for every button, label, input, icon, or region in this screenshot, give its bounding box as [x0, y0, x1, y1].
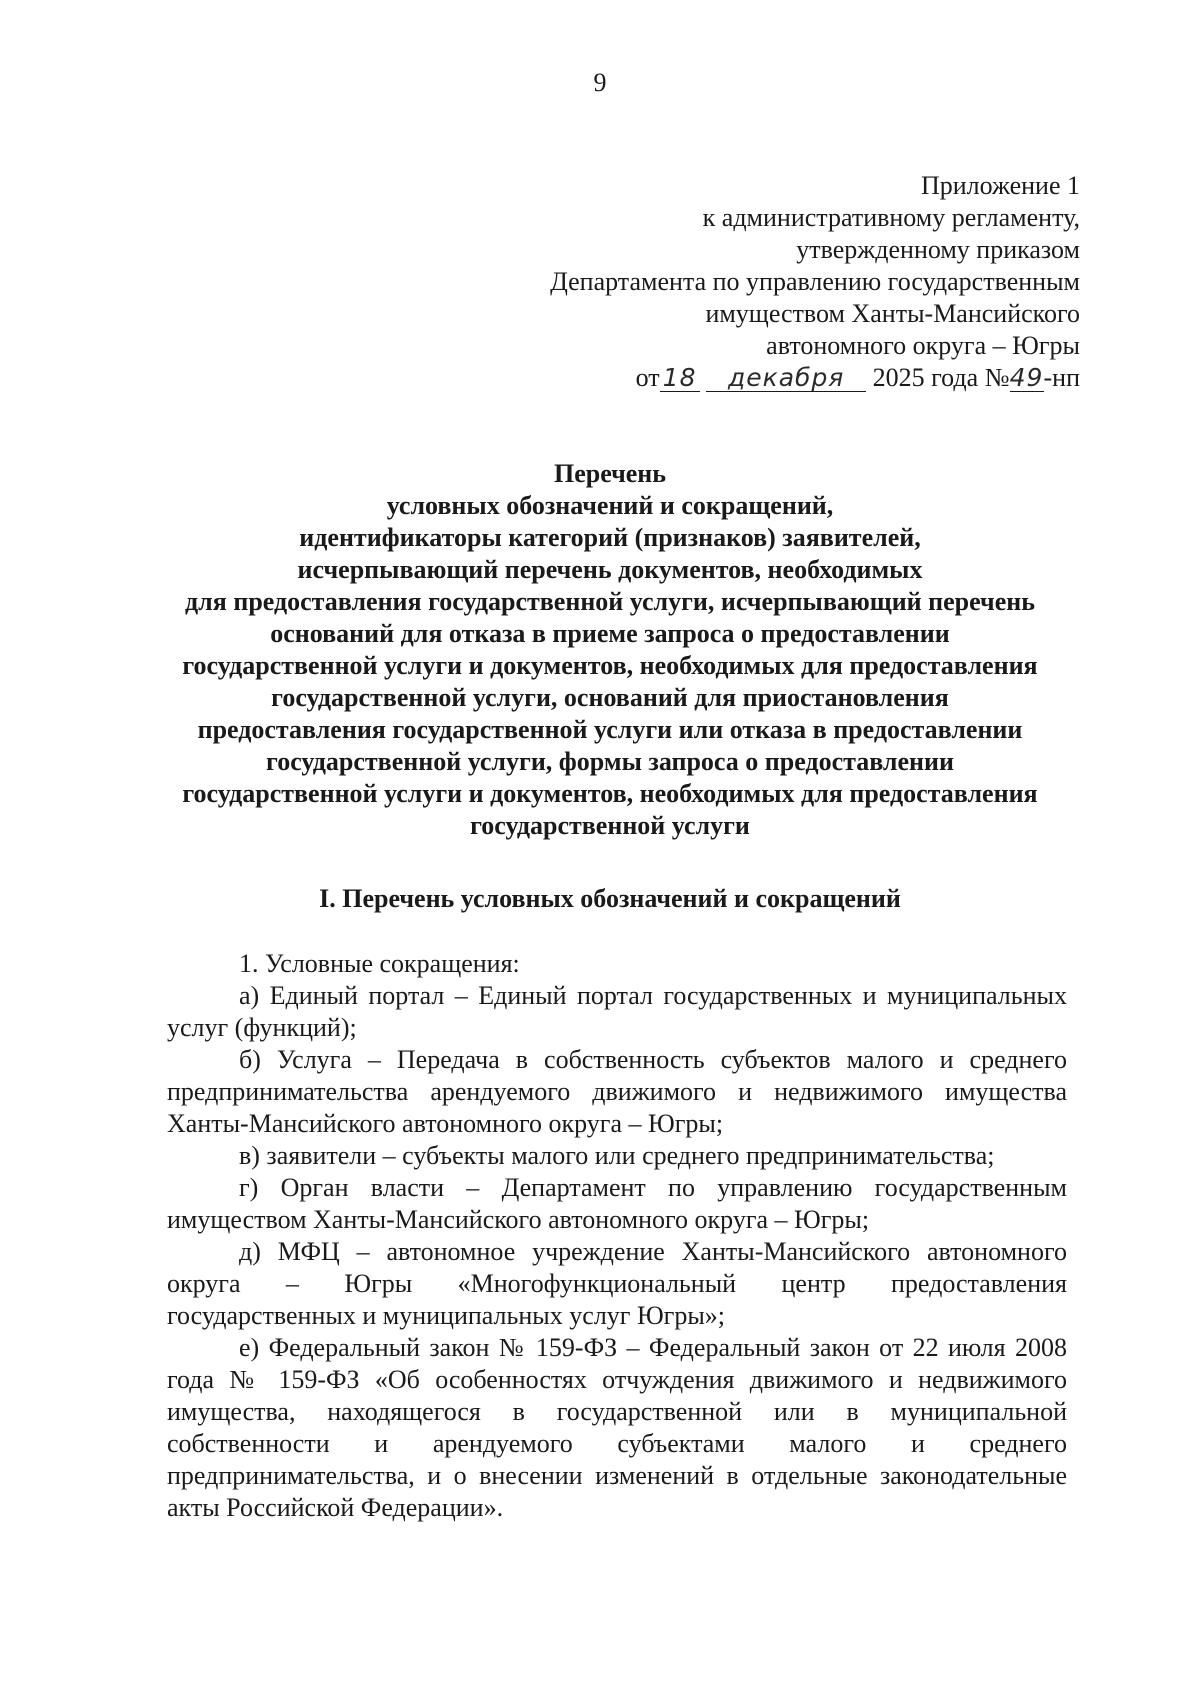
title-line: условных обозначений и сокращений, — [386, 491, 834, 520]
paragraph: е) Федеральный закон № 159-ФЗ – Федеральный закон от 22 июля 2008 года № 159-ФЗ «Об особенностях отчуждения движимого и недвижимого имущества, находящегося в государственной или в муниципальной собственности и арендуемого субъектами малого и среднего предпринимательства, и о внесении изменений в отдельные законодательные акты Российской Федерации». — [167, 1333, 1067, 1522]
title-line: исчерпывающий перечень документов, необходимых — [297, 555, 923, 584]
title-line: идентификаторы категорий (признаков) заявителей, — [299, 523, 921, 552]
paragraph: д) МФЦ – автономное учреждение Ханты-Мансийского автономного округа – Югры «Многофункциональный центр предоставления государственных и муниципальных услуг Югры»; — [167, 1237, 1067, 1330]
paragraph: б) Услуга – Передача в собственность субъектов малого и среднего предпринимательства арендуемого движимого и недвижимого имущества Ханты-Мансийского автономного округа – Югры; — [167, 1045, 1067, 1138]
date-year: 2025 года № — [872, 363, 1010, 392]
annex-line: имуществом Ханты-Мансийского — [705, 299, 1080, 328]
handwritten-day: 18 — [660, 365, 700, 392]
annex-line: автономного округа – Югры — [766, 331, 1080, 360]
title-line: предоставления государственной услуги или отказа в предоставлении — [197, 715, 1023, 744]
paragraph: в) заявители – субъекты малого или среднего предпринимательства; — [239, 1141, 995, 1170]
title-line: государственной услуги и документов, необходимых для предоставления — [182, 651, 1038, 680]
paragraph: г) Орган власти – Департамент по управлению государственным имуществом Ханты-Мансийского автономного округа – Югры; — [167, 1173, 1067, 1234]
handwritten-order-number: 49 — [1009, 363, 1044, 392]
annex-line: Приложение 1 — [920, 171, 1080, 200]
annex-line: к административному регламенту, — [702, 203, 1080, 232]
order-date-line — [360, 362, 1080, 394]
page-number: 9 — [593, 68, 607, 97]
document-title — [150, 458, 1070, 842]
title-line: оснований для отказа в приеме запроса о предоставлении — [270, 619, 950, 648]
title-line: для предоставления государственной услуги, исчерпывающий перечень — [185, 587, 1035, 616]
title-line: государственной услуги и документов, необходимых для предоставления — [182, 779, 1038, 808]
paragraph: а) Единый портал – Единый портал государственных и муниципальных услуг (функций); — [167, 981, 1067, 1042]
body-text — [167, 948, 1067, 1524]
order-suffix: -нп — [1043, 363, 1080, 392]
title-line: государственной услуги, оснований для приостановления — [271, 683, 949, 712]
annex-header — [360, 170, 1080, 394]
section-heading: I. Перечень условных обозначений и сокращений — [319, 884, 901, 913]
paragraph: 1. Условные сокращения: — [239, 949, 520, 978]
title-line: Перечень — [553, 459, 667, 488]
handwritten-month: декабря — [706, 365, 866, 392]
title-line: государственной услуги — [470, 811, 750, 840]
title-line: государственной услуги, формы запроса о предоставлении — [266, 747, 954, 776]
annex-line: утвержденному приказом — [796, 235, 1080, 264]
date-prefix: от — [635, 363, 660, 392]
annex-line: Департамента по управлению государственным — [550, 267, 1080, 296]
